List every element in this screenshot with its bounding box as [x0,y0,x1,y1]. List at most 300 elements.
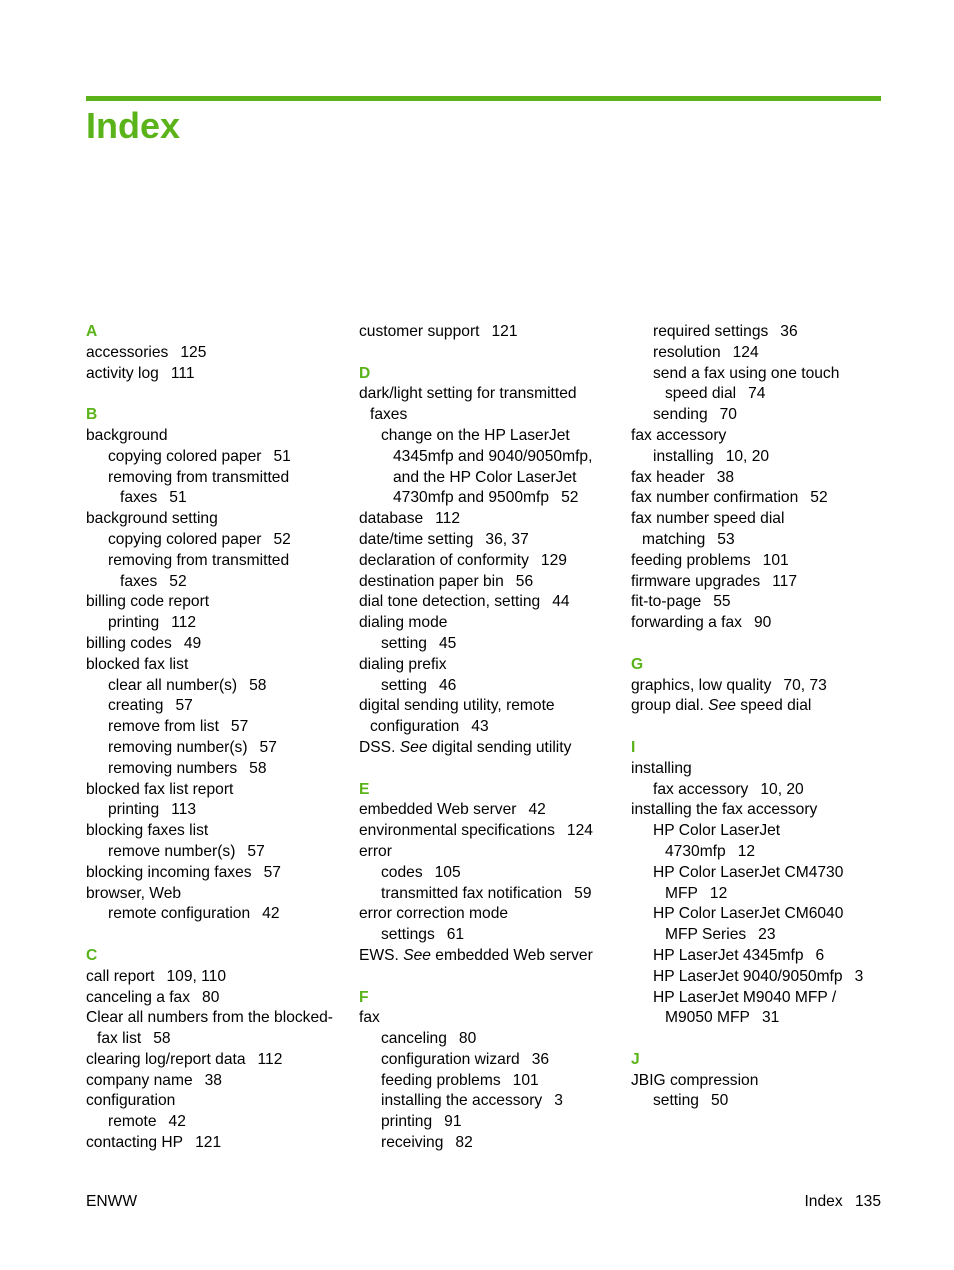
page-reference[interactable]: 80 [458,1030,477,1048]
index-entry [359,696,624,717]
index-term: fax number speed dial [631,510,785,528]
index-term: customer support [359,323,480,340]
index-term: canceling a fax [86,988,191,1006]
page-reference[interactable]: 112 [257,1050,283,1068]
footer-left: ENWW [86,1193,138,1210]
index-subentry [631,364,891,385]
index-term: printing [108,614,160,632]
index-entry [86,509,351,530]
index-entry [359,509,624,530]
index-entry [359,572,624,593]
index-subentry [631,904,891,925]
page-reference[interactable]: 61 [446,926,465,944]
index-entry [86,988,351,1009]
index-term: MFP Series [665,926,747,944]
index-term: resolution [653,343,721,361]
index-letter-heading: F [359,988,369,1006]
page-reference[interactable]: 121 [491,323,518,340]
index-term: settings [381,926,435,944]
index-column-1 [86,322,351,1154]
index-term: forwarding a fax [631,614,742,632]
index-term: faxes [370,406,408,424]
index-term: canceling [381,1030,447,1048]
page-reference[interactable]: 43 [471,718,489,736]
index-subentry [359,1112,624,1133]
index-subentry [86,572,351,593]
index-term: embedded Web server [359,801,517,819]
page-reference[interactable]: 52 [561,489,579,507]
index-term: remove number(s) [108,842,236,860]
index-term: remote configuration [108,905,251,923]
index-term: group dial. [631,697,704,715]
index-term: EWS. [359,946,399,964]
index-entry [86,780,351,801]
index-term: feeding problems [631,551,751,569]
page-reference[interactable]: 80 [202,988,220,1006]
page-reference[interactable]: 57 [175,697,193,715]
index-term: fax [359,1009,380,1027]
index-letter-heading: D [359,364,371,382]
index-term: printing [108,801,160,819]
index-term: error correction mode [359,905,509,923]
index-subentry [86,696,351,717]
index-entry [631,572,891,593]
index-entry [631,613,891,634]
index-subentry [359,863,624,884]
see-reference: See [403,946,431,964]
index-entry [631,509,891,530]
index-term: blocking faxes list [86,822,209,840]
index-subentry [631,322,891,343]
see-reference: See [399,738,428,756]
index-entry [631,759,891,780]
page-reference[interactable]: 112 [435,510,461,528]
index-term: copying colored paper [108,530,262,548]
index-subentry [631,1008,891,1029]
index-term: declaration of conformity [359,551,529,569]
index-entry [359,738,624,759]
page-reference[interactable]: 117 [772,572,798,590]
index-term: fax number confirmation [631,489,799,507]
index-subentry [631,821,891,842]
page-reference[interactable]: 36 [780,323,798,340]
page-reference[interactable]: 42 [168,1113,186,1131]
index-term: blocking incoming faxes [86,863,252,881]
index-subentry [86,613,351,634]
page-reference[interactable]: 42 [262,905,280,923]
index-term: speed dial [665,385,737,403]
footer-page-number: 135 [854,1193,881,1210]
page-reference[interactable]: 111 [170,364,195,382]
page-reference[interactable]: 82 [455,1134,473,1152]
index-term: browser, Web [86,884,182,902]
page-title: Index [86,105,181,146]
index-term: change on the HP LaserJet [381,426,570,444]
index-entry [359,800,624,821]
index-entry [86,1050,351,1071]
page-reference[interactable]: 38 [204,1071,222,1089]
see-reference: See [708,697,736,715]
page-reference[interactable]: 51 [169,489,187,507]
index-letter-heading: I [631,738,636,756]
index-entry [631,468,891,489]
index-term: creating [108,697,164,715]
index-entry [359,384,624,405]
section-gap [359,967,624,988]
index-letter-heading: C [86,946,98,964]
page-reference[interactable]: 57 [259,738,277,756]
index-entry [86,364,351,385]
index-entry [86,343,351,364]
index-term: HP LaserJet 4345mfp [653,946,804,964]
page-reference[interactable]: 42 [528,801,546,819]
index-term: faxes [120,489,158,507]
index-term: fax list [97,1030,142,1048]
index-subentry [359,447,624,468]
index-term: destination paper bin [359,572,504,590]
page-reference[interactable]: 109, 110 [166,967,227,985]
index-subentry [359,1050,624,1071]
index-term: M9050 MFP [665,1009,750,1027]
index-entry [86,1008,351,1029]
index-term: JBIG compression [631,1071,759,1089]
section-gap [86,384,351,405]
index-entry [359,842,624,863]
index-term: printing [381,1113,433,1131]
index-subentry [359,1071,624,1092]
index-term: Clear all numbers from the blocked- [86,1009,334,1027]
page-reference[interactable]: 57 [263,863,281,881]
section-gap [359,759,624,780]
page-reference[interactable]: 58 [249,759,267,777]
index-term: copying colored paper [108,447,262,465]
see-target[interactable]: digital sending utility [431,738,572,756]
index-entry [359,946,624,967]
index-entry [86,967,351,988]
index-subentry [631,884,891,905]
index-term: dial tone detection, setting [359,593,541,611]
index-term: receiving [381,1134,444,1152]
index-subentry [631,530,891,551]
page-reference[interactable]: 36, 37 [485,530,529,548]
see-target[interactable]: embedded Web server [435,946,593,964]
index-subentry [359,405,624,426]
index-term: company name [86,1071,193,1089]
index-term: HP Color LaserJet CM6040 [653,905,844,923]
index-subentry [86,488,351,509]
index-term: 4345mfp and 9040/9050mfp, [393,447,593,465]
page-reference[interactable]: 50 [710,1092,729,1110]
index-letter-heading: G [631,655,644,673]
page-reference[interactable]: 52 [810,489,828,507]
index-term: setting [381,634,427,652]
index-subentry [86,468,351,489]
index-term: clear all number(s) [108,676,238,694]
index-letter-heading: E [359,780,370,798]
index-entry [631,551,891,572]
index-term: environmental specifications [359,822,555,840]
index-subentry [631,780,891,801]
page-reference[interactable]: 91 [444,1113,462,1131]
page-reference[interactable]: 74 [748,385,766,403]
index-term: HP LaserJet 9040/9050mfp [653,967,843,985]
page-reference[interactable]: 70 [719,406,737,424]
page-reference[interactable]: 38 [716,468,735,486]
index-subentry [359,884,624,905]
index-term: 4730mfp [665,842,726,860]
index-term: DSS. [359,738,396,756]
index-term: feeding problems [381,1071,501,1089]
index-subentry [359,488,624,509]
page-reference[interactable]: 3 [554,1092,563,1110]
index-subentry [86,1112,351,1133]
index-term: removing number(s) [108,738,248,756]
index-term: call report [86,967,155,985]
index-subentry [359,1091,624,1112]
index-term: send a fax using one touch [653,364,840,382]
index-term: fax header [631,468,705,486]
index-term: billing codes [86,634,172,652]
index-term: fax accessory [631,426,727,444]
index-letter-heading: J [631,1050,640,1068]
index-entry [359,613,624,634]
page-reference[interactable]: 46 [438,676,457,694]
page-reference[interactable]: 101 [512,1071,539,1089]
index-term: HP Color LaserJet CM4730 [653,863,844,881]
index-term: blocked fax list [86,655,189,673]
index-subentry [631,343,891,364]
index-term: dialing prefix [359,655,447,673]
page-reference[interactable]: 52 [169,572,187,590]
page-reference[interactable]: 31 [761,1009,780,1027]
index-subentry [631,384,891,405]
index-term: background setting [86,510,218,528]
index-term: configuration [370,718,460,736]
index-subentry [86,738,351,759]
section-gap [359,343,624,364]
index-subentry [359,468,624,489]
index-subentry [631,405,891,426]
index-term: billing code report [86,593,210,611]
page-reference[interactable]: 3 [854,967,864,985]
index-entry [359,904,624,925]
page-reference[interactable]: 45 [438,634,457,652]
index-entry [631,800,891,821]
index-term: remove from list [108,718,219,736]
see-target[interactable]: speed dial [740,697,812,715]
index-subentry [359,717,624,738]
index-term: background [86,426,168,444]
index-term: required settings [653,323,769,340]
index-subentry [359,634,624,655]
index-term: fit-to-page [631,593,702,611]
page-reference[interactable]: 10, 20 [725,447,770,465]
index-subentry [359,426,624,447]
index-term: contacting HP [86,1134,184,1152]
index-term: date/time setting [359,530,474,548]
index-entry [359,551,624,572]
index-subentry [631,946,891,967]
index-term: fax accessory [653,780,749,798]
index-subentry [631,967,891,988]
index-term: activity log [86,364,159,382]
index-subentry [86,800,351,821]
index-subentry [359,676,624,697]
page-reference[interactable]: 112 [171,614,197,632]
index-term: installing [631,759,692,777]
index-subentry [86,717,351,738]
page-reference[interactable]: 59 [574,884,592,902]
index-letter-heading: A [86,323,98,340]
index-entry [631,592,891,613]
index-subentry [631,863,891,884]
index-entry [86,863,351,884]
index-term: MFP [665,884,698,902]
page-reference[interactable]: 90 [753,614,772,632]
index-term: database [359,510,424,528]
index-entry [631,1071,891,1092]
index-term: installing the fax accessory [631,801,818,819]
index-subentry [86,530,351,551]
index-entry [86,592,351,613]
index-entry [86,426,351,447]
index-term: dialing mode [359,614,448,632]
index-entry [86,1071,351,1092]
section-gap [631,1029,891,1050]
index-term: removing from transmitted [108,551,290,569]
page-reference[interactable]: 58 [249,676,267,694]
index-term: HP LaserJet M9040 MFP / [653,988,837,1006]
page-reference[interactable]: 10, 20 [760,780,804,798]
page-reference[interactable]: 49 [183,634,202,652]
index-subentry [631,925,891,946]
index-entry [86,1133,351,1154]
section-gap [86,925,351,946]
index-subentry [86,1029,351,1050]
index-subentry [86,842,351,863]
index-subentry [359,1133,624,1154]
index-entry [359,821,624,842]
index-letter-heading: B [86,406,98,424]
page-reference[interactable]: 121 [195,1134,222,1152]
page-reference[interactable]: 113 [171,801,197,819]
page-reference[interactable]: 57 [247,842,265,860]
index-entry [86,821,351,842]
index-subentry [86,551,351,572]
index-subentry [631,842,891,863]
index-term: remote [108,1113,157,1131]
index-entry [359,322,624,343]
title-rule [86,96,881,101]
page-reference[interactable]: 6 [815,946,825,964]
index-term: error [359,842,392,860]
index-term: configuration [86,1092,176,1110]
index-entry [86,884,351,905]
page-reference[interactable]: 58 [153,1030,171,1048]
page-reference[interactable]: 36 [531,1050,550,1068]
page-reference[interactable]: 52 [273,530,291,548]
index-entry [631,676,891,697]
index-term: setting [381,676,427,694]
index-term: installing [653,447,714,465]
index-term: accessories [86,343,169,361]
index-term: setting [653,1092,699,1110]
index-subentry [86,676,351,697]
index-term: removing numbers [108,759,238,777]
index-subentry [631,447,891,468]
index-entry [631,696,891,717]
index-entry [86,634,351,655]
index-entry [359,1008,624,1029]
page-reference[interactable]: 57 [230,718,249,736]
page-reference[interactable]: 53 [717,530,735,548]
index-term: dark/light setting for transmitted [359,385,577,403]
index-term: 4730mfp and 9500mfp [393,489,550,507]
index-term: configuration wizard [381,1050,520,1068]
index-term: firmware upgrades [631,572,761,590]
page-reference[interactable]: 12 [737,842,756,860]
page-reference[interactable]: 55 [713,593,731,611]
page-reference[interactable]: 70, 73 [783,676,827,694]
index-term: HP Color LaserJet [653,822,781,840]
page-reference[interactable]: 105 [434,863,461,881]
index-term: matching [642,530,706,548]
index-subentry [359,925,624,946]
index-column-2 [359,322,624,1154]
page-reference[interactable]: 101 [762,551,789,569]
page-reference[interactable]: 23 [758,926,776,944]
page-reference[interactable]: 125 [180,343,207,361]
index-term: graphics, low quality [631,676,772,694]
index-term: installing the accessory [381,1092,543,1110]
footer-right [804,1192,881,1212]
index-entry [631,426,891,447]
page-reference[interactable]: 12 [709,884,728,902]
section-gap [631,717,891,738]
index-term: faxes [120,572,158,590]
page-reference[interactable]: 56 [515,572,534,590]
index-term: transmitted fax notification [381,884,563,902]
index-term: blocked fax list report [86,780,234,798]
page-reference[interactable]: 124 [732,343,759,361]
index-subentry [86,904,351,925]
index-entry [359,592,624,613]
index-subentry [631,1091,891,1112]
index-term: and the HP Color LaserJet [393,468,577,486]
index-term: removing from transmitted [108,468,290,486]
index-term: codes [381,863,423,881]
page-reference[interactable]: 129 [540,551,567,569]
section-gap [631,634,891,655]
index-entry [359,530,624,551]
index-subentry [359,1029,624,1050]
index-column-3 [631,322,891,1112]
index-term: clearing log/report data [86,1050,246,1068]
page-reference[interactable]: 44 [552,593,570,611]
index-subentry [631,988,891,1009]
footer-label: Index [804,1193,843,1210]
page-reference[interactable]: 51 [273,447,291,465]
index-subentry [86,759,351,780]
index-entry [359,655,624,676]
index-entry [86,655,351,676]
index-entry [631,488,891,509]
index-entry [86,1091,351,1112]
index-term: digital sending utility, remote [359,697,555,715]
page-reference[interactable]: 124 [566,822,593,840]
index-subentry [86,447,351,468]
index-term: sending [653,406,708,424]
